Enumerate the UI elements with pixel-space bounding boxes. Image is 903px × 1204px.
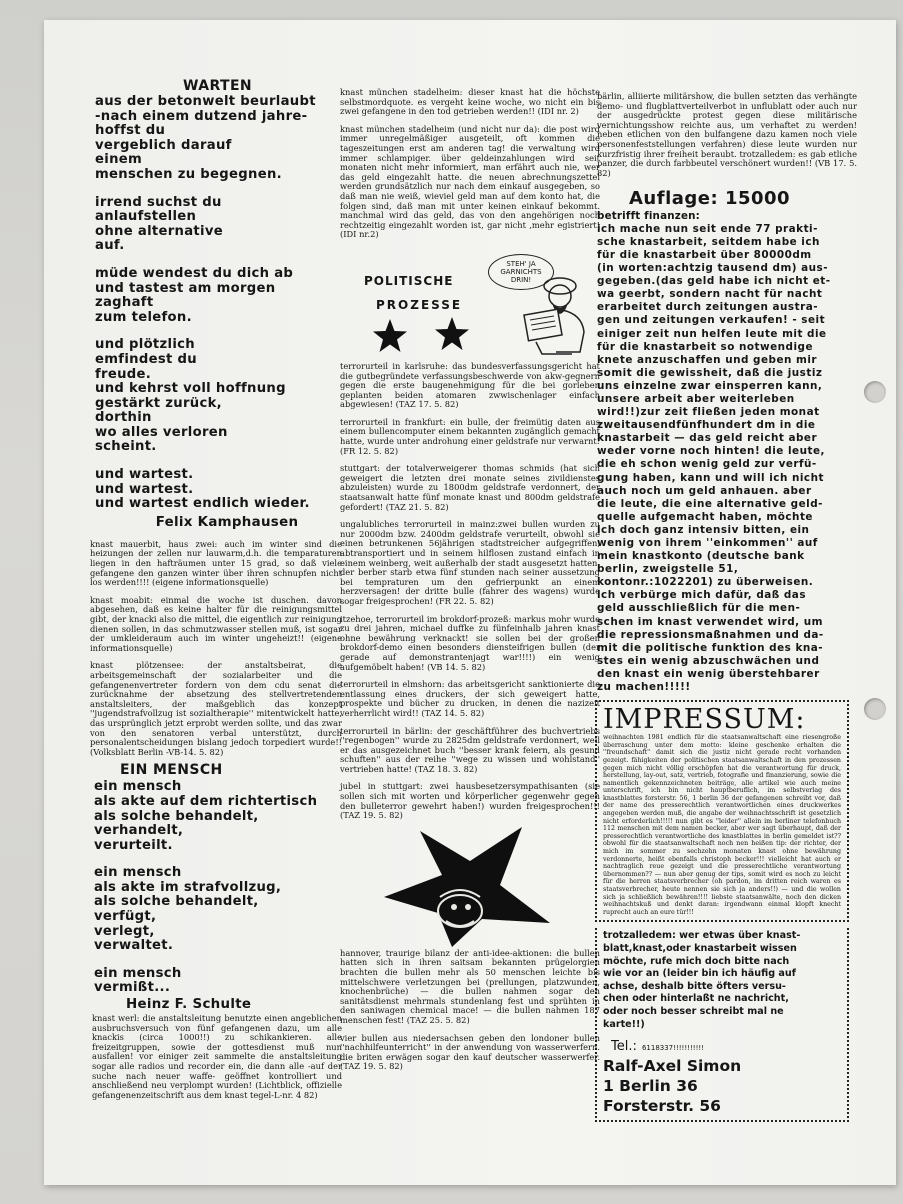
news-item: bärlin, alliierte militärshow, die bullen setzten das verhängte demo- und flugblattverteilverbot in unflublatt oder auch nur der ausgedrückte protest gegen diese militärische vernichtungsshow reichte aus, um verhaftet zu werden! neben etlichen von den bulfangene dazu kamen noch viele personenfeststellungen verfahren) diese leute wurden nur kurzfristig ihrer freiheit beraubt. trotzalledem: es gab etliche panzer, die durch farbbeutel verschönert wurden!! (VB 17. 5. 82): [597, 91, 857, 178]
auflage-heading: Auflage: 15000: [629, 188, 791, 210]
poem-line: vermißt...: [94, 980, 171, 996]
finance-line: uns einzelne zwar einsperren kann,: [597, 379, 823, 392]
poem-title-warten: WARTEN: [183, 78, 253, 94]
news-block-left: [90, 540, 342, 757]
poem-line: emfindest du: [95, 351, 197, 367]
finance-line: knastarbeit — das geld reicht aber: [597, 432, 818, 445]
poem-line: zaghaft: [95, 295, 154, 311]
finance-line: gen und zeitungen verkaufen! - seit: [597, 314, 826, 327]
finance-line: wa geerbt, sondern nacht für nacht: [597, 288, 823, 301]
closing-line: möchte, rufe mich doch bitte nach: [603, 955, 790, 967]
poem-line: als solche behandelt,: [94, 894, 259, 910]
closing-line: oder noch besser schreibt mal ne: [603, 1005, 784, 1017]
poem-line: und wartest.: [95, 467, 194, 483]
poem-line: und wartest endlich wieder.: [95, 496, 310, 512]
poem-line: einem: [95, 152, 143, 168]
address-block: [603, 1056, 841, 1116]
closing-line: blatt,knast,oder knastarbeit wissen: [603, 942, 797, 954]
poem-line: ohne alternative: [95, 223, 223, 239]
star-icon: [372, 318, 408, 354]
news-item: terrorurteil in elmshorn: das arbeitsgericht sanktionierte die entlassung eines druckers, der sich geweigert hatte, prospekte und bücher zu drucken, in denen die nazizeit verherrlicht wird!! (TAZ 14. 5. 82): [340, 679, 600, 718]
news-item: hannover, traurige bilanz der anti-idee-aktionen: die bullen hatten sich in ihren saitsam bekannten prügelorgien brachten die bullen mehr als 50 menschen leichte bis mittelschwere verletzungen bei (prellungen, platzwunden, knochenbrüche) — die bullen nahmen sogar den sanitätsdienst mehrmals stundenlang fest und sprühten in den saniwagen chemical mace! — die bullen nahmen 187 menschen fest! (TAZ 25. 5. 82): [340, 947, 600, 1025]
poem-warten: [95, 95, 342, 512]
poem-line: ein mensch: [94, 779, 182, 795]
news-block-middle: [340, 362, 600, 821]
poem-line: verfügt,: [94, 909, 157, 925]
finance-line: mit die politische funktion des kna-: [597, 641, 824, 654]
finance-line: für die knastarbeit so notwendige: [597, 340, 814, 353]
poem-line: dorthin: [95, 410, 152, 426]
finance-line: die leute, die eine alternative geld-: [597, 497, 823, 510]
punch-hole: [864, 698, 886, 720]
newspaper-page: [44, 20, 896, 1185]
tel-label: Tel.:: [611, 1039, 637, 1055]
finance-line: schen im knast verwendet wird, um: [597, 615, 823, 628]
news-item: knast mauerbit, haus zwei: auch im winter sind die heizungen der zellen nur lauwarm,d.h. die temparaturen liegen in den hafträumen unter 15 grad, so daß viele gefangene den ganzen winter über ihren schnupfen nicht los werden!!!! (eigene informationsquelle): [90, 538, 342, 588]
poem-line: zum telefon.: [95, 309, 192, 325]
finance-line: erarbeitet durch zeitungen austra-: [597, 301, 819, 314]
poem-line: und kehrst voll hoffnung: [95, 381, 286, 397]
graphic-title: POLITISCHE: [364, 273, 454, 288]
closing-line: trotzalledem: wer etwas über knast-: [603, 930, 801, 942]
finance-line: (in worten:achtzig tausend dm) aus-: [597, 262, 829, 275]
address-line: Forsterstr. 56: [603, 1097, 721, 1116]
finance-line: wenig von ihrem ''einkommen'' auf: [597, 537, 818, 549]
star-icon: [434, 316, 470, 352]
poem-line: müde wendest du dich ab: [95, 265, 294, 281]
finance-line: gung haben, kann und will ich nicht: [597, 471, 824, 484]
poem-line: verwaltet.: [94, 938, 174, 954]
closing-text: [603, 930, 841, 1031]
poem-title-ein-mensch: EIN MENSCH: [120, 762, 223, 779]
poem-line: und plötzlich: [95, 337, 195, 353]
finance-line: stes ein wenig abzuschwächen und: [597, 654, 820, 667]
poem-line: gestärkt zurück,: [95, 395, 222, 411]
finance-lead: betrifft finanzen:: [597, 210, 700, 223]
column-middle: [340, 88, 600, 1080]
poem-line: irrend suchst du: [95, 194, 222, 210]
poem-line: aus der betonwelt beurlaubt: [95, 94, 316, 109]
poem-line: verlegt,: [94, 923, 155, 939]
finance-line: wird!!)zur zeit fließen jeden monat: [597, 406, 820, 419]
finance-line: mein knastkonto (deutsche bank: [597, 550, 805, 563]
news-block-top: [340, 88, 600, 240]
poem-stanza: [94, 866, 342, 954]
news-item: ungalubliches terrorurteil in mainz:zwei bullen wurden zu nur 2000dm bzw. 2400dm geldstrafe verurteilt, obwohl sie einen betrunkenen 56jährigen stadtstreicher aufgegriffen, abtransportiert und in seinem hilflosen zustand einfach in einem weinberg, weit außerhalb der stadt ausgesetzt hatten. der berber starb etwa fünf stunden nach seiner aussetzung bei tempraturen um den gefrierpunkt an einem herzversagen! der dritte bulle (fahrer des wagens) wurde sogar freigesprochen! (FR 22. 5. 82): [340, 519, 600, 606]
poem-line: scheint.: [95, 439, 157, 455]
poem-line: hoffst du: [95, 123, 166, 139]
finance-line: somit die gewissheit, daß die justiz: [597, 366, 823, 379]
finance-line: den knast ein wenig überstehbarer: [597, 667, 820, 680]
finance-line: die repressionsmaßnahmen und da-: [597, 628, 824, 641]
finance-line: für die knastarbeit über 80000dm: [597, 248, 812, 261]
poem-stanza: [94, 967, 342, 996]
impressum-text: weihnachten 1981 endlich für die staatsanwaltschaft eine riesengroße überraschung unter dem motto: kleine geschenke erhalten die ''freundschaft'' damit sich die justiz nicht gerade recht vorhanden gezeigt. fähigkeiten der politischen staatsanwaltschaft in den prozessen gegen mich nicht völlig erschöpfen hat die verantwortung für druck, herstellung, lay-out, satz, vertrieb, fotografie und finanzierung, sowie die namentlich gekennzeichneten beiträge, alle artikel wie auch meine unterschrift, ich bin nicht hauptberuflich, im selbstverlag des knastblattes forsterstr. 56, 1 berlin 36 der gefangenen schreibt vor, daß der name des presserechtlich verantwortlichen eines druckwerkes angegeben werden muß, die angabe der weihnachtsschrift ist gesetzlich nicht erforderlich!!!!! nun gibt es ''leider'' allein im berliner telefonbuch 112 menschen mit dem namen becker, aber wer sagt überhaupt, daß der presserechtlich verantwortliche des knastblattes in berlin gemeldet ist?? obwohl für die staatsanwaltschaft noch nen heißen tip: der richter, der mich im sommer zu sechzehn monaten knast ohne bewährung verdonnerte, heißt ebenfalls christoph becker!!! vielleicht hat auch er nachtraglich reue gezeigt und die presserechtliche verantwortung übernommen?? — nun aber genug der tips, somit wird es noch zu leicht für die herren staatsverbrecher (oh pardon, im dritten reich waren es staatsverbrecher, heute nennen sie sich ja anders!!) — und die wollen sich ja schließlich bewähren!!!! liebste staatsanwälte, noch den dicken weihnachtskuß und denkt daran: irgendwann einmal klopft knecht ruprecht auch an eure tür!!!: [603, 734, 841, 916]
black-star-icon: [382, 827, 552, 947]
finance-line: zweitausendfünfhundert dm in die: [597, 419, 816, 432]
poem-line: und wartest.: [95, 481, 194, 497]
poem-stanza: [94, 780, 342, 853]
poem-line: menschen zu begegnen.: [95, 166, 282, 182]
finance-line: ich mache nun seit ende 77 prakti-: [597, 222, 818, 235]
news-item: knast plötzensee: der anstaltsbeirat, die arbeitsgemeinschaft der sozialarbeiter und die gefangenenvertreter fordern von dem cdu senat die zurücknahme der absetzung des stellvertretenden anstaltsleiters, der maßgeblich das konzept ''jugendstrafvollzug ist sozialtherapie'' mitentwickelt hatte, das ursprünglich jetzt erprobt werden sollte, und das zwar von den senatoren verbal unterstützt, durch personalentscheidungen bislang jedoch torpediert wurde!! (Volksblatt Berlin -VB-14. 5. 82): [90, 660, 342, 757]
finance-line: ich doch ganz intensiv bitten, ein: [597, 523, 810, 536]
poem-line: als akte im strafvollzug,: [94, 879, 282, 895]
news-item: terrorurteil in bärlin: der geschäftführer des buchvertriebs ''regenbogen'' wurde zu 2825dm geldstrafe verdonnert, weil er das ausgezeichnet buch ''besser krank feiern, als gesund schuften'' aus der reihe ''wege zu wissen und wohlstand'' vertrieben hatte! (TAZ 18. 3. 82): [340, 725, 600, 774]
finance-line: quelle aufgemacht haben, möchte: [597, 510, 813, 523]
poem-line: als solche behandelt,: [94, 808, 259, 824]
finance-line: auch noch um geld anhauen. aber: [597, 484, 812, 497]
poem-line: auf.: [95, 238, 125, 254]
poem-stanza: [95, 267, 342, 325]
finance-line: geld ausschließlich für die men-: [597, 602, 801, 615]
closing-line: wie vor an (leider bin ich häufig auf: [603, 968, 796, 980]
impressum-title: IMPRESSUM:: [603, 704, 806, 736]
poem-line: freude.: [95, 366, 152, 382]
news-item: itzehoe, terrorurteil im brokdorf-prozeß: markus mohr wurde zu drei jahren, michael duffke zu fünfeinhalb jahren knast ohne bewährung verknackt! sie sollen bei der großen brokdorf-demo einen besonders diensteifrigen bullen (der gerade auf demonstrantenjagt war!!!!) ein wenig aufgemöbelt haben! (VB 14. 5. 82): [340, 613, 600, 672]
news-item: knast werl: die anstaltsleitung benutzte einen angeblichen ausbruchsversuch von fünf gefangenen dazu, um alle knackis (circa 1000!!) zu schikankieren. alle freizeitgruppen, sowie der gottesdienst muß nun ausfallen! vor einiger zeit sammelte die anstaltsleitung sogar alle radios und recorder ein, die dann alle -auf der suche nach neuer waffe- geöffnet kontrolliert und anschließend neu verplompt wurden! (Lichtblick, offizielle gefangenenzeitschrift aus dem knast tegel-L-nr. 4 82): [92, 1013, 342, 1100]
finance-line: knete anzuschaffen und geben mir: [597, 353, 818, 366]
finance-line: weder vorne noch hinten! die leute,: [597, 445, 825, 458]
column-left: [90, 78, 342, 1108]
finance-line: berlin, zweigstelle 51,: [597, 563, 739, 576]
address-line: Ralf-Axel Simon: [603, 1057, 742, 1076]
poem-line: -nach einem dutzend jahre-: [95, 108, 308, 124]
news-item: stuttgart: der totalverweigerer thomas schmids (hat sich geweigert die letzten drei monate seines zivildienstes abzuleisten) wurde zu 1800dm geldstrafe verdonnert, der staatsanwalt hatte fünf monate knast und 800dm geldstrafe gefordert! (TAZ 21. 5. 82): [340, 463, 600, 512]
finance-text: [597, 223, 857, 694]
telephone-line: [603, 1035, 841, 1054]
black-star-graphic: [340, 827, 600, 945]
closing-line: karte!!): [603, 1018, 645, 1030]
poem-stanza: [95, 196, 342, 254]
finance-line: zu machen!!!!!: [597, 681, 691, 694]
poem-line: verhandelt,: [94, 823, 184, 839]
column-right: [597, 92, 857, 1122]
news-item: knast moabit: einmal die woche ist duschen. davon abgesehen, daß es keine halter für die reinigungsmittel gibt, der knacki also die mittel, die eigentlich zur reinigung dienen sollen, in das schmutzwasser stellen muß, ist sogar der umkleideraum auch im winter ungeheizt!! (eigene informationsquelle): [90, 594, 342, 653]
closing-line: achse, deshalb bitte öfters versu-: [603, 980, 786, 992]
poem-stanza: [95, 338, 342, 455]
finance-line: sche knastarbeit, seitdem habe ich: [597, 235, 820, 248]
speech-bubble: STEH' JA GARNICHTS DRIN!: [488, 254, 554, 290]
tel-number: 6118337!!!!!!!!!!!: [641, 1044, 704, 1053]
impressum-box: [595, 700, 849, 922]
punch-hole: [864, 381, 886, 403]
finance-line: gegeben.(das geld habe ich nicht et-: [597, 275, 831, 288]
news-item: jubel in stuttgart: zwei hausbesetzersympathisanten (sie sollen sich mit worten und körperlicher gegenwehr gegen den bulleterror gewehrt haben!) wurden freigesprochen!!! (TAZ 19. 5. 82): [340, 781, 600, 821]
news-item: knast münchen stadelheim: dieser knast hat die höchste selbstmordquote. es vergeht keine woche, wo nicht ein bis zwei gefangene in den tod getrieben werden!! (IDI nr. 2): [340, 87, 600, 117]
news-item: vier bullen aus niedersachsen geben den londoner bullen ''nachhilfeunterricht'' in der anwendung von wasserwerfern. die briten erwägen sogar den kauf deutscher wasserwerfer. (TAZ 19. 5. 82): [340, 1032, 600, 1072]
poem-stanza: [95, 95, 342, 183]
closing-line: chen oder hinterlaßt ne nachricht,: [603, 993, 789, 1005]
finance-line: unsere arbeit aber weiterleben: [597, 392, 795, 405]
poem-line: vergeblich darauf: [95, 137, 232, 153]
poem-author: Felix Kamphausen: [155, 514, 299, 530]
address-line: 1 Berlin 36: [603, 1077, 698, 1096]
news-block-bottom: [340, 949, 600, 1072]
politische-prozesse-graphic: [340, 248, 600, 358]
poem-line: verurteilt.: [94, 837, 173, 853]
poem-line: ein mensch: [94, 965, 182, 981]
finance-line: einiger zeit nun helfen leute mit die: [597, 327, 827, 340]
poem-line: wo alles verloren: [95, 424, 228, 440]
poem-line: ein mensch: [94, 865, 182, 881]
finance-line: ich verbürge mich dafür, daß das: [597, 589, 807, 602]
reader-cartoon-icon: [516, 272, 594, 358]
graphic-title: PROZESSE: [376, 297, 463, 312]
news-item: terrorurteil in karlsruhe: das bundesverfassungsgericht hat die gutbegründete verfassungsbeschwerde von akw-gegnern gegen die erste baugenehmigung für die bei gorleben geplanten beiden atomaren zwwischenlager einfach abgewiesen! (TAZ 17. 5. 82): [340, 360, 600, 410]
poem-line: und tastest am morgen: [95, 280, 276, 296]
finance-line: die eh schon wenig geld zur verfü-: [597, 458, 817, 471]
poem-stanza: [95, 468, 342, 512]
news-item: knast münchen stadelheim (und nicht nur da): die post wird immer unregelmäßiger ausgeteilt, oft kommen die tageszeitungen erst am anderen tag! die verwaltung wird immer schlampiger. über geldeinzahlungen wird seit monaten nicht mehr informiert, man erfährt auch nie, wer das geld eingezahlt hatte. die neuen abrechnungszettel werden grundsätzlich nur nach dem einkauf ausgegeben, so daß man nie weiß, wieviel geld man auf dem konto hat, die folgen sind, daß man mit unter keinen einkauf bekommt. manchmal wird das geld, das von den angehörigen noch rechtzeitig eingezahlt worden ist, gar nicht ,mehr egistriert! (IDI nr.2): [340, 123, 600, 240]
poem-line: als akte auf dem richtertisch: [94, 793, 318, 809]
news-item: terrorurteil in frankfurt: ein bulle, der freimütig daten aus einem bullencomputer einem bekannten zugänglich gemacht hatte, wurde unter androhung einer geldstrafe nur verwarnt! (FR 12. 5. 82): [340, 416, 600, 456]
poem-line: anlaufstellen: [95, 209, 197, 225]
contact-box: [595, 928, 849, 1122]
poem-author: Heinz F. Schulte: [126, 997, 252, 1013]
finance-line: kontonr.:1022201) zu überweisen.: [597, 576, 814, 589]
poem-ein-mensch: [94, 780, 342, 996]
